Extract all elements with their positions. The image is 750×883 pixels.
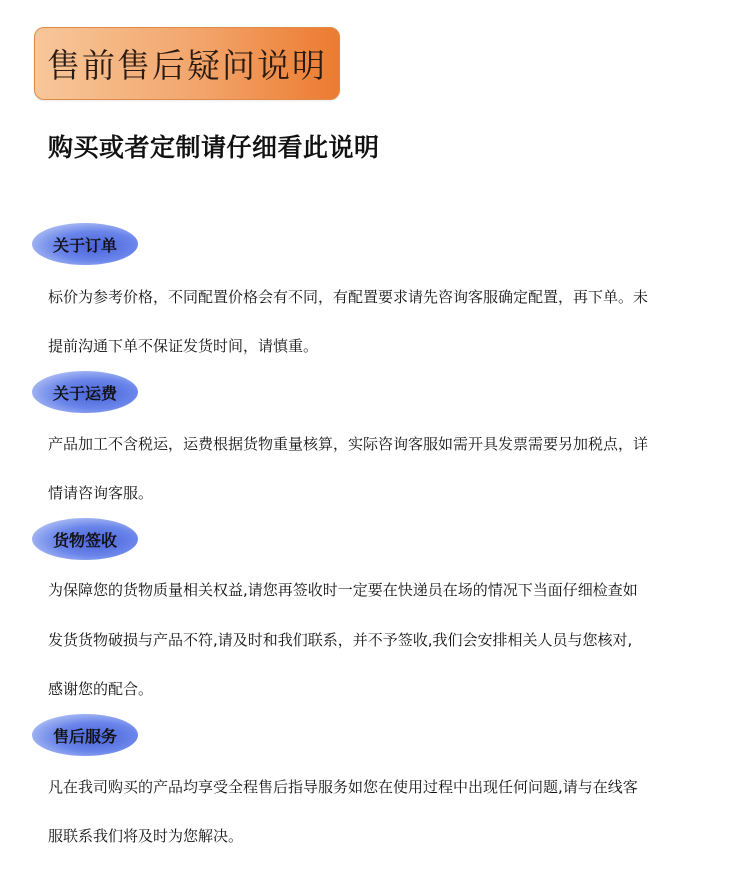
section-receipt-line-1: 为保障您的货物质量相关权益,请您再签收时一定要在快递员在场的情况下当面仔细检查如 xyxy=(48,581,638,599)
section-heading-label: 售后服务 xyxy=(52,726,117,746)
title-banner xyxy=(34,27,340,100)
section-heading-shipping xyxy=(32,371,138,413)
section-receipt-line-2: 发货货物破损与产品不符,请及时和我们联系，并不予签收,我们会安排相关人员与您核对, xyxy=(48,631,633,649)
section-after-sales-line-1: 凡在我司购买的产品均享受全程售后指导服务如您在使用过程中出现任何问题,请与在线客 xyxy=(48,778,638,796)
section-heading-label: 货物签收 xyxy=(52,530,117,550)
section-heading-receipt xyxy=(32,518,138,560)
subtitle: 购买或者定制请仔细看此说明 xyxy=(48,133,380,162)
page-title: 售前售后疑问说明 xyxy=(47,46,327,85)
section-heading-label: 关于订单 xyxy=(52,235,117,255)
section-shipping-line-2: 情请咨询客服。 xyxy=(48,484,154,502)
section-order-line-2: 提前沟通下单不保证发货时间，请慎重。 xyxy=(48,337,319,355)
section-heading-after-sales xyxy=(32,714,138,756)
section-heading-order xyxy=(32,223,138,265)
section-heading-label: 关于运费 xyxy=(52,383,117,403)
section-shipping-line-1: 产品加工不含税运，运费根据货物重量核算，实际咨询客服如需开具发票需要另加税点，详 xyxy=(48,435,649,453)
section-receipt-line-3: 感谢您的配合。 xyxy=(48,680,154,698)
section-after-sales-line-2: 服联系我们将及时为您解决。 xyxy=(48,827,244,845)
section-order-line-1: 标价为参考价格，不同配置价格会有不同，有配置要求请先咨询客服确定配置，再下单。未 xyxy=(48,288,649,306)
